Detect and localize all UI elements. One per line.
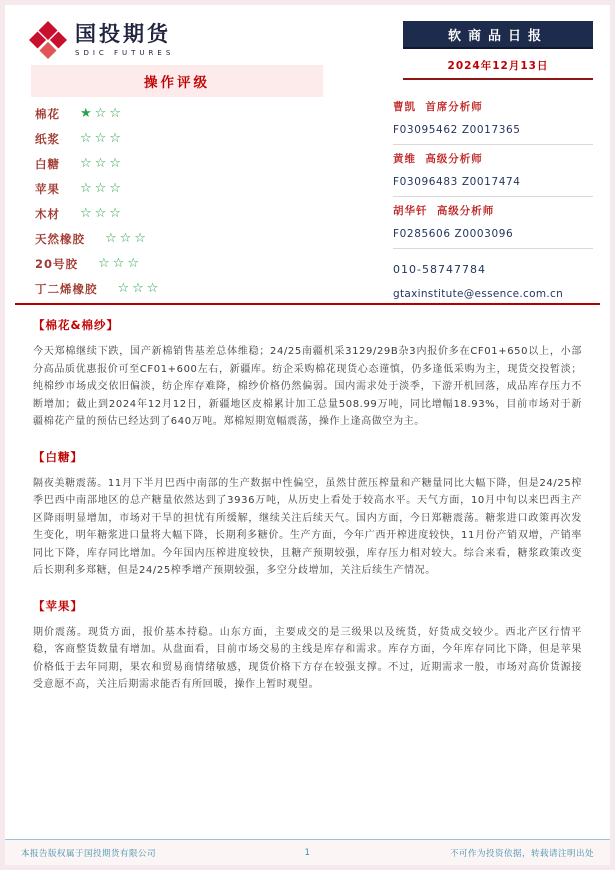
analyst-panel <box>393 93 593 300</box>
commodity-name: 纸浆 <box>35 131 60 146</box>
analyst-title: 高级分析师 <box>425 153 483 165</box>
analyst-name: 黄维 <box>393 153 416 165</box>
rating-row-no20-rubber <box>35 251 325 276</box>
analyst-codes: F03096483 Z0017474 <box>393 176 521 188</box>
section-body-text: 期价震荡。现货方面，报价基本持稳。山东方面，主要成交的是三级果以及统货，好货成交较少。西北产区行情平稳，客商整货数量有增加。从盘面看，目前市场交易的主线是库存和需求。库存方面，今年库存同比下降，但是苹果价格低于去年同期，果农和贸易商情绪敏感，现货价格下方存在较强支撑。不过，近期需求一般，市场对高价货源接受意愿不高，关注后期需求能否有所回暖，操作上暂时观望。 <box>33 626 582 690</box>
section-apple <box>33 598 582 694</box>
commodity-name: 丁二烯橡胶 <box>35 281 98 296</box>
section-body-text: 今天郑棉继续下跌，国产新棉销售基差总体维稳；24/25南疆机采3129/29B杂3内报价多在CF01+650以上，小部分高品质优惠报价可至CF01+600左右，新疆库。纺企采购棉花现货心态谨慎，仍多逢低采购为主，现货交投暂淡；纯棉纱市场成交依旧偏淡，纺企库存难降，棉纱价格仍然偏弱。国内需求处于淡季，下游开机回落，成品库存压力不断增加；截止到2024年12月12日，新疆地区皮棉累计加工总量508.99万吨，同比增幅18.93%，目前市场对于新疆棉花产量的预估已经达到了640万吨。郑棉短期宽幅震荡，操作上逢高做空为主。 <box>33 346 582 427</box>
rating-row-apple <box>35 176 325 201</box>
report-body <box>33 317 582 712</box>
analyst-name-title <box>393 203 593 218</box>
rating-stars: ☆☆☆ <box>80 181 124 196</box>
rating-panel-title: 操作评级 <box>31 65 323 97</box>
rating-stars: ☆☆☆ <box>80 206 124 221</box>
report-date: 2024年12月13日 <box>403 53 593 80</box>
section-sugar <box>33 449 582 580</box>
commodity-name: 苹果 <box>35 181 60 196</box>
commodity-name: 20号胶 <box>35 256 79 271</box>
section-title: 【苹果】 <box>33 598 83 613</box>
analyst-name: 胡华钎 <box>393 205 428 217</box>
rating-row-cotton <box>35 101 325 126</box>
analyst-block <box>393 197 593 249</box>
commodity-name: 白糖 <box>35 156 60 171</box>
report-title-banner <box>403 21 593 49</box>
rating-stars: ☆☆☆ <box>105 231 149 246</box>
rating-stars: ★☆☆ <box>80 106 124 121</box>
rating-row-butadiene-rubber <box>35 276 325 301</box>
rating-row-natural-rubber <box>35 226 325 251</box>
report-page <box>5 5 610 865</box>
brand-name: 国投期货 <box>75 22 171 47</box>
analyst-block <box>393 145 593 197</box>
rating-row-timber <box>35 201 325 226</box>
brand-subtitle: SDIC FUTURES <box>75 48 175 57</box>
contact-email-link[interactable]: gtaxinstitute@essence.com.cn <box>393 288 564 300</box>
analyst-title: 首席分析师 <box>425 101 483 113</box>
header-divider-line <box>15 303 600 305</box>
analyst-name-title <box>393 99 593 114</box>
commodity-name: 天然橡胶 <box>35 231 85 246</box>
analyst-name-title <box>393 151 593 166</box>
contact-phone: 010-58747784 <box>393 263 486 276</box>
sdic-logo-icon <box>29 21 67 59</box>
contact-block <box>393 249 593 300</box>
report-title: 软商品日报 <box>447 28 548 44</box>
brand-text <box>75 23 174 56</box>
section-title: 【白糖】 <box>33 449 83 464</box>
footer-copyright: 本报告版权属于国投期货有限公司 <box>21 848 157 859</box>
rating-list <box>35 101 325 301</box>
rating-stars: ☆☆☆ <box>98 256 142 271</box>
footer-disclaimer: 不可作为投资依据，转载请注明出处 <box>449 848 594 859</box>
rating-stars: ☆☆☆ <box>80 131 124 146</box>
rating-row-sugar <box>35 151 325 176</box>
commodity-name: 棉花 <box>35 106 60 121</box>
analyst-name: 曹凯 <box>393 101 416 113</box>
section-body-text: 隔夜美糖震荡。11月下半月巴西中南部的生产数据中性偏空，虽然甘蔗压榨量和产糖量同比大幅下降，但是24/25榨季巴西中南部地区的总产糖量依然达到了3936万吨，从历史上看处于较高水平。天气方面，10月中旬以来巴西主产区降雨明显增加，市场对干旱的担忧有所缓解，继续关注后续天气。国内方面，今日郑糖震荡。糖浆进口政策再次发生变化，明年糖浆进口量将大幅下降，长期利多糖价。生产方面，今年广西开榨进度较快，11月份产销双增，产销率同比下降，库存同比增加。今年国内压榨进度较快，且糖产预期较强，库存压力相对较大。综合来看，糖浆政策改变后长期利多郑糖，但是24/25榨季增产预期较强，多空分歧增加，关注后续生产情况。 <box>33 477 582 576</box>
rating-stars: ☆☆☆ <box>117 281 162 296</box>
brand-logo <box>29 21 174 59</box>
analyst-codes: F0285606 Z0003096 <box>393 228 514 240</box>
commodity-name: 木材 <box>35 206 60 221</box>
rating-row-pulp <box>35 126 325 151</box>
footer-page-number: 1 <box>304 847 311 858</box>
page-footer <box>5 839 610 865</box>
analyst-codes: F03095462 Z0017365 <box>393 124 521 136</box>
analyst-block <box>393 93 593 145</box>
section-title: 【棉花&棉纱】 <box>33 318 120 332</box>
section-cotton <box>33 317 582 431</box>
rating-stars: ☆☆☆ <box>80 156 124 171</box>
analyst-title: 高级分析师 <box>436 205 495 217</box>
